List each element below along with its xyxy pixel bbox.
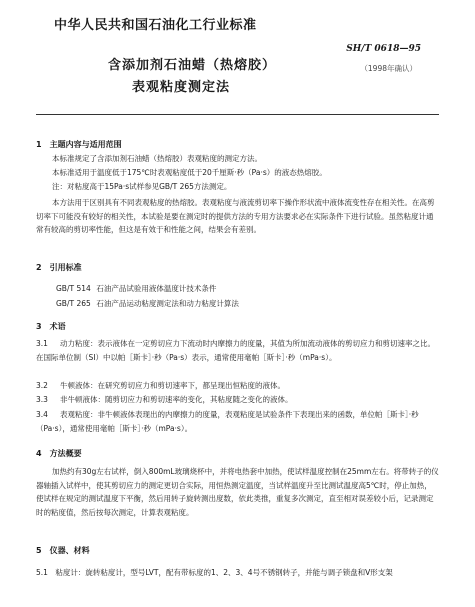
section-heading-references: 2 引用标准 xyxy=(36,263,82,272)
confirmation-note: （1998年确认） xyxy=(360,64,417,73)
reference-item xyxy=(56,283,216,294)
reference-title: 石油产品运动粘度测定法和动力粘度计算法 xyxy=(96,299,239,308)
term-definition xyxy=(36,393,439,407)
document-title-line-1: 含添加剂石油蜡（热熔胶） xyxy=(108,58,277,73)
term-text: 表观粘度：非牛顿液体表现出的内摩擦力的度量，表观粘度是试验条件下表现出来的函数，单位帕［斯卡］·秒（Pa·s），通常使用毫帕［斯卡］·秒（mPa·s）。 xyxy=(36,410,419,433)
term-text: 牛顿液体：在研究剪切应力和剪切速率下，都呈现出恒粘度的液体。 xyxy=(60,381,285,390)
scope-paragraph-1: 本标准规定了含添加剂石油蜡（热熔胶）表观粘度的测定方法。 xyxy=(52,154,262,163)
section-heading-terms: 3 术语 xyxy=(36,322,66,331)
term-number: 3.3 xyxy=(36,395,48,404)
standard-organization-header: 中华人民共和国石油化工行业标准 xyxy=(54,18,257,33)
term-definition xyxy=(36,337,439,364)
term-text: 非牛顿液体：随剪切应力和剪切速率的变化，其粘度随之变化的液体。 xyxy=(60,395,293,404)
term-number: 3.2 xyxy=(36,381,48,390)
reference-code: GB/T 265 xyxy=(56,299,91,308)
apparatus-paragraph: 5.1 粘度计：旋转粘度计，型号LVT，配有带标度的1、2、3、4号不锈钢转子，并能与调子锁盘和V形支架 xyxy=(36,568,393,577)
term-definition xyxy=(36,408,439,435)
term-text: 动力粘度：表示液体在一定剪切应力下流动时内摩擦力的度量，其值为所加流动液体的剪切应力和剪切速率之比。在国际单位制（SI）中以帕［斯卡］·秒（Pa·s）表示，通常使用毫帕［斯卡］·秒（mPa·s）。 xyxy=(36,339,435,362)
reference-item xyxy=(56,298,239,309)
header-divider xyxy=(36,114,439,115)
document-title-line-2: 表观粘度测定法 xyxy=(132,80,231,95)
term-number: 3.1 xyxy=(36,339,48,348)
scope-paragraph-2: 本标准适用于温度低于175℃时表观粘度低于20千厘斯·秒（Pa·s）的液态热熔胶。 xyxy=(52,168,327,177)
method-summary-paragraph: 加热约有30g左右试样，倒入800mL玻璃烧杯中，并将电热套中加热，使试样温度控制在25mm左右。将带转子的仪器轴插入试样中，使其剪切应力的测定更切合实际，用恒热测定温度，当试样温度升至比测试温度高5℃时，停止加热，使试样在规定的测试温度下平衡，然后用转子旋转测出度数，依此类推，重复多次测定，直至相对误差较小后，记录测定时的粘度值，然后按每次测定，计算表观粘度。 xyxy=(36,467,439,517)
reference-title: 石油产品试验用液体温度计技术条件 xyxy=(96,284,217,293)
term-definition xyxy=(36,379,439,393)
standard-code: SH/T 0618—95 xyxy=(346,44,421,54)
reference-code: GB/T 514 xyxy=(56,284,91,293)
scope-paragraph-3: 本方法用于区别具有不同表观粘度的热熔胶。表观粘度与液流剪切率下操作形状流中液体流变性存在相关性。在高剪切率下可能没有较好的相关性，本试验是要在测定时的提供方法的专用方法要求必在实际条件下进行试验。虽然粘度计通常有较高的剪切率性能，但这是有效于和性能之间，结果会有差别。 xyxy=(36,198,435,234)
scope-note: 注：对粘度高于15Pa·s试样参见GB/T 265方法测定。 xyxy=(52,182,232,191)
term-number: 3.4 xyxy=(36,410,48,419)
section-heading-scope: 1 主题内容与适用范围 xyxy=(36,140,122,149)
section-heading-apparatus: 5 仪器、材料 xyxy=(36,546,90,555)
section-heading-method-summary: 4 方法概要 xyxy=(36,449,82,458)
